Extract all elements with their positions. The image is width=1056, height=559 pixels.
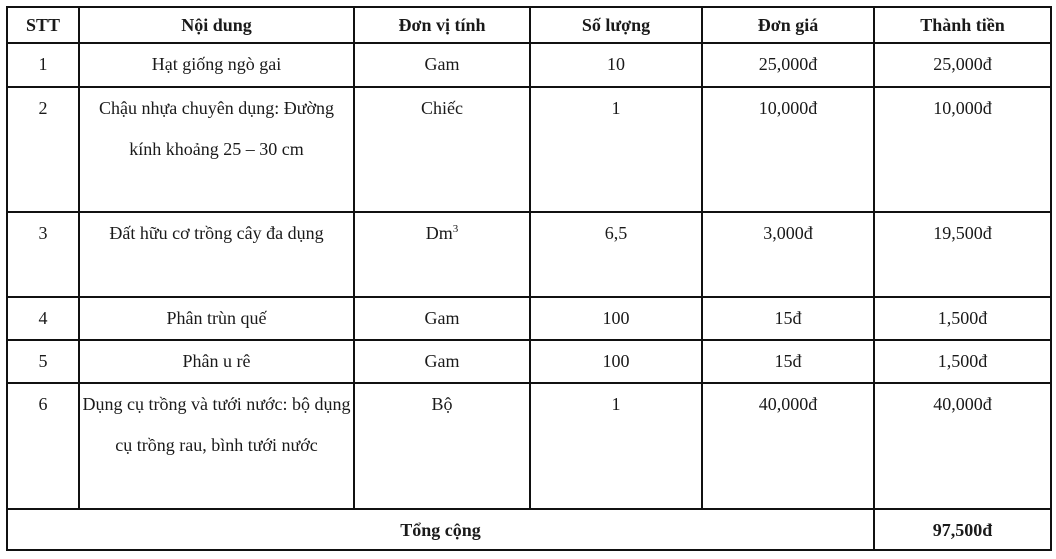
- cell-amount: 1,500đ: [874, 340, 1051, 383]
- header-content: Nội dung: [79, 7, 354, 43]
- header-stt: STT: [7, 7, 79, 43]
- cell-stt: 5: [7, 340, 79, 383]
- cell-unit: Bộ: [354, 383, 530, 509]
- cell-price: 15đ: [702, 297, 874, 340]
- cell-qty: 100: [530, 297, 702, 340]
- cell-price: 3,000đ: [702, 212, 874, 297]
- cell-content: Chậu nhựa chuyên dụng: Đường kính khoảng 25 – 30 cm: [79, 87, 354, 212]
- cell-amount: 10,000đ: [874, 87, 1051, 212]
- table-row: [7, 212, 1051, 297]
- cell-qty: 100: [530, 340, 702, 383]
- total-label: Tổng cộng: [7, 509, 874, 550]
- cell-stt: 3: [7, 212, 79, 297]
- cell-stt: 4: [7, 297, 79, 340]
- cell-qty: 1: [530, 87, 702, 212]
- cell-stt: 1: [7, 43, 79, 87]
- cell-unit: Gam: [354, 297, 530, 340]
- table-row: [7, 87, 1051, 212]
- total-amount: 97,500đ: [874, 509, 1051, 550]
- cell-qty: 10: [530, 43, 702, 87]
- header-qty: Số lượng: [530, 7, 702, 43]
- cell-amount: 40,000đ: [874, 383, 1051, 509]
- cell-amount: 1,500đ: [874, 297, 1051, 340]
- cell-amount: 25,000đ: [874, 43, 1051, 87]
- cell-price: 40,000đ: [702, 383, 874, 509]
- cell-price: 15đ: [702, 340, 874, 383]
- cost-table: [6, 6, 1052, 551]
- cell-unit: Gam: [354, 43, 530, 87]
- cell-qty: 1: [530, 383, 702, 509]
- cell-content: Hạt giống ngò gai: [79, 43, 354, 87]
- cell-stt: 6: [7, 383, 79, 509]
- cell-content: Phân u rê: [79, 340, 354, 383]
- cell-amount: 19,500đ: [874, 212, 1051, 297]
- cell-qty: 6,5: [530, 212, 702, 297]
- cell-unit: Gam: [354, 340, 530, 383]
- header-row: [7, 7, 1051, 43]
- total-row: [7, 509, 1051, 550]
- cell-stt: 2: [7, 87, 79, 212]
- table-row: [7, 43, 1051, 87]
- table-row: [7, 383, 1051, 509]
- cell-price: 10,000đ: [702, 87, 874, 212]
- table-row: [7, 340, 1051, 383]
- unit-text: Dm: [425, 223, 453, 243]
- header-price: Đơn giá: [702, 7, 874, 43]
- cell-unit: [354, 212, 530, 297]
- table-row: [7, 297, 1051, 340]
- header-unit: Đơn vị tính: [354, 7, 530, 43]
- cell-content: Phân trùn quế: [79, 297, 354, 340]
- cell-content: Đất hữu cơ trồng cây đa dụng: [79, 212, 354, 297]
- cell-price: 25,000đ: [702, 43, 874, 87]
- header-amount: Thành tiền: [874, 7, 1051, 43]
- cell-content: Dụng cụ trồng và tưới nước: bộ dụng cụ trồng rau, bình tưới nước: [79, 383, 354, 509]
- cell-unit: Chiếc: [354, 87, 530, 212]
- unit-superscript: 3: [452, 223, 459, 235]
